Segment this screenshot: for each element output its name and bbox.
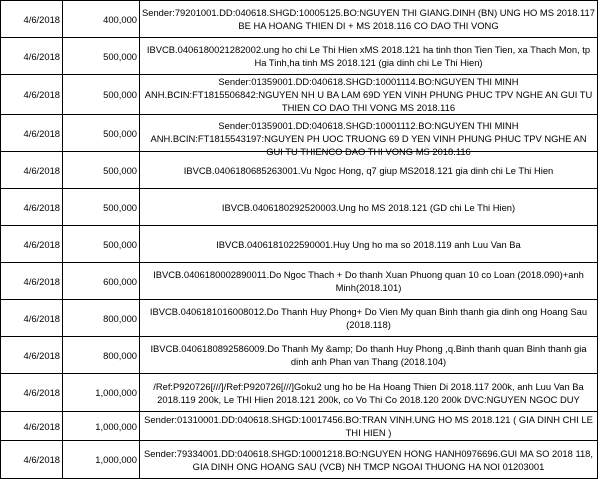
- table-row: [1, 337, 598, 374]
- date-cell: 4/6/2018: [1, 226, 63, 263]
- description-text: Sender:01359001.DD:040618.SHGD:10001114.BO:NGUYEN THI MINH ANH.BCIN:FT1815506842:NGUYEN NH U BA LAM 69D YEN VINH PHUNG PHUC TPV NGHE AN GUI TU THIEN CO DAO THI VONG MS 2018.116: [144, 76, 593, 113]
- table-row: [1, 300, 598, 337]
- table-row: [1, 115, 598, 152]
- amount-cell: 500,000: [63, 38, 140, 75]
- description-text: IBVCB.0406180002890011.Do Ngoc Thach + Do thanh Xuan Phuong quan 10 co Loan (2018.090)+anh Minh(2018.101): [153, 269, 584, 293]
- description-text: Sender:01359001.DD:040618.SHGD:10001112.BO:NGUYEN THI MINH ANH.BCIN:FT1815543197:NGUYEN PH UOC TRUONG 69 D YEN VINH PHUNG PHUC TPV NGHE AN GUI TU THIENCO DAO THI VONG MS 2018.116: [150, 120, 587, 157]
- description-text: Sender:79334001.DD:040618.SHGD:10001218.BO:NGUYEN HONG HANH0976696.GUI MA SO 2018 118, GIA DINH ONG HOANG SAU (VCB) NH TMCP NGOAI THUONG HA NOI 01203001: [143, 447, 594, 472]
- amount-cell: 1,000,000: [63, 374, 140, 412]
- description-cell: [140, 1, 598, 38]
- description-cell: [140, 189, 598, 226]
- table-row: [1, 38, 598, 75]
- date-cell: 4/6/2018: [1, 189, 63, 226]
- date-cell: 4/6/2018: [1, 152, 63, 189]
- description-text: IBVCB.0406180892586009.Do Thanh My &amp; Do thanh Huy Phong ,q.Binh thanh quan Binh thanh gia dinh anh Phan van Thang (2018.104): [150, 343, 587, 367]
- date-cell: 4/6/2018: [1, 374, 63, 412]
- table-row: [1, 189, 598, 226]
- table-row: [1, 263, 598, 300]
- description-cell: [140, 300, 598, 337]
- table-row: [1, 75, 598, 115]
- amount-cell: 500,000: [63, 189, 140, 226]
- table-body: [1, 1, 598, 479]
- date-cell: 4/6/2018: [1, 412, 63, 441]
- date-cell: 4/6/2018: [1, 115, 63, 152]
- description-cell: [140, 75, 598, 115]
- description-cell: [140, 374, 598, 412]
- table-row: [1, 412, 598, 441]
- amount-cell: 1,000,000: [63, 412, 140, 441]
- amount-cell: 1,000,000: [63, 441, 140, 479]
- description-text: /Ref:P920726[///]/Ref:P920726[///]Goku2 ung ho be Ha Hoang Thien Di 2018.117 200k, anh Luu Van Ba 2018.119 200k, Le THI Hien 2018.121 200k, co Vo Thi Co 2018.120 200k DVC:NGUYEN NGOC DUY: [153, 380, 584, 405]
- date-cell: 4/6/2018: [1, 300, 63, 337]
- date-cell: 4/6/2018: [1, 1, 63, 38]
- amount-cell: 800,000: [63, 300, 140, 337]
- description-text: IBVCB.0406181016008012.Do Thanh Huy Phong+ Do Vien My quan Binh thanh gia dinh ong Hoang Sau (2018.118): [149, 306, 588, 330]
- table-row: [1, 441, 598, 479]
- description-cell: [140, 412, 598, 441]
- date-cell: 4/6/2018: [1, 337, 63, 374]
- description-text: Sender:79201001.DD:040618.SHGD:10005125.BO:NGUYEN THI GIANG.DINH (BN) UNG HO MS 2018.117 BE HA HOANG THIEN DI + MS 2018.116 CO DAO THI VONG: [142, 7, 595, 31]
- amount-cell: 400,000: [63, 1, 140, 38]
- description-text: IBVCB.0406180021282002.ung ho chi Le Thi Hien xMS 2018.121 ha tinh thon Tien Tien, xa Thach Mon, tp Ha Tinh,ha tinh MS 2018.121 (gia dinh chi Le Thi Hien): [146, 44, 591, 68]
- date-cell: 4/6/2018: [1, 38, 63, 75]
- description-text: IBVCB.0406180292520003.Ung ho MS 2018.121 (GD chi Le Thi Hien): [221, 201, 516, 213]
- description-cell: [140, 115, 598, 157]
- amount-cell: 800,000: [63, 337, 140, 374]
- description-cell: [140, 226, 598, 263]
- description-text: Sender:01310001.DD:040618.SHGD:10017456.BO:TRAN VINH.UNG HO MS 2018.121 ( GIA DINH CHI LE THI HIEN ): [144, 414, 593, 438]
- description-cell: [140, 441, 598, 479]
- table-row: [1, 226, 598, 263]
- description-text: IBVCB.0406181022590001.Huy Ung ho ma so 2018.119 anh Luu Van Ba: [216, 238, 521, 250]
- description-cell: [140, 38, 598, 75]
- date-cell: 4/6/2018: [1, 441, 63, 479]
- table-row: [1, 1, 598, 38]
- date-cell: 4/6/2018: [1, 263, 63, 300]
- amount-cell: 500,000: [63, 152, 140, 189]
- amount-cell: 500,000: [63, 75, 140, 115]
- description-cell: [140, 263, 598, 300]
- description-text: IBVCB.0406180685263001.Vu Ngoc Hong, q7 giup MS2018.121 gia dinh chi Le Thi Hien: [183, 164, 554, 176]
- table-row: [1, 374, 598, 412]
- amount-cell: 500,000: [63, 115, 140, 152]
- description-cell: [140, 337, 598, 374]
- date-cell: 4/6/2018: [1, 75, 63, 115]
- amount-cell: 500,000: [63, 226, 140, 263]
- amount-cell: 600,000: [63, 263, 140, 300]
